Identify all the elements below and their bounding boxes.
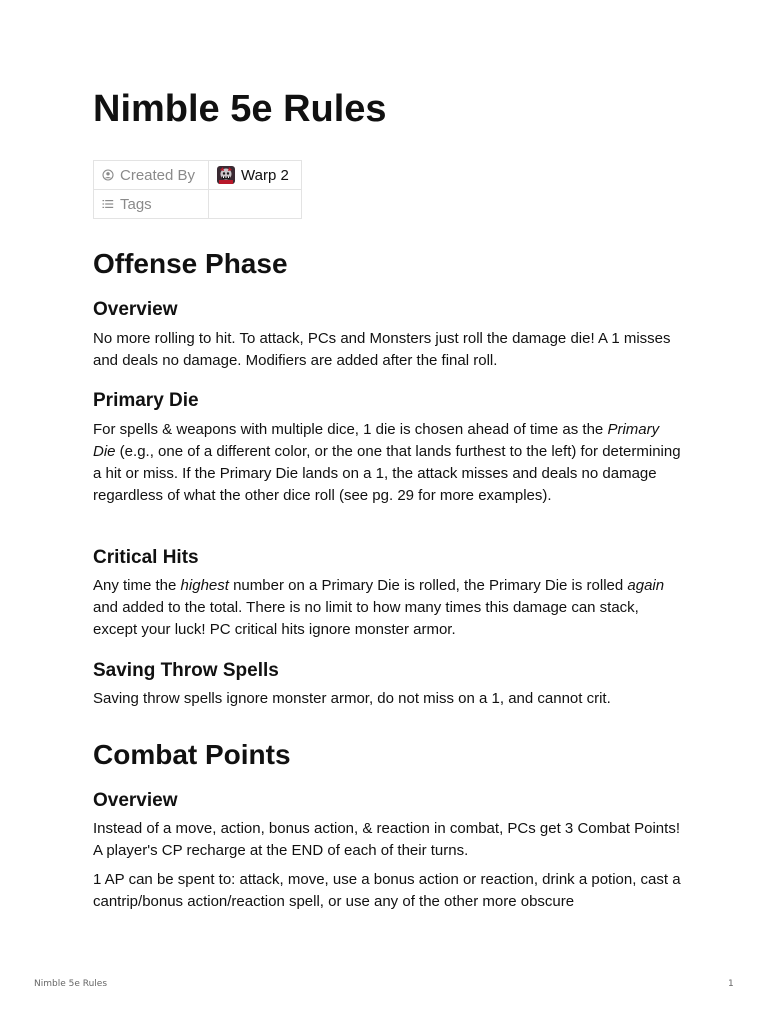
created-by-value-cell[interactable] — [209, 161, 302, 190]
primary-die-text — [93, 419, 683, 507]
property-row-tags — [94, 190, 302, 219]
created-by-label: Created By — [120, 166, 196, 184]
offense-overview-heading: Overview — [93, 299, 178, 320]
primary-die-text-part: (e.g., one of a different color, or the one that lands furthest to the left) for determining a hit or miss. If the Primary Die lands on a 1, the attack misses and deals no damage regardless of what the other dice roll (see pg. 29 for more examples). — [93, 443, 681, 504]
combat-points-heading: Combat Points — [93, 739, 291, 770]
offense-phase-heading: Offense Phase — [93, 248, 288, 279]
tags-label: Tags — [120, 195, 152, 213]
critical-hits-text-part: and added to the total. There is no limit to how many times this damage can stack, except your luck! PC critical hits ignore monster armor. — [93, 599, 639, 638]
property-row-created-by — [94, 161, 302, 190]
saving-throw-heading: Saving Throw Spells — [93, 660, 279, 681]
combat-overview-heading: Overview — [93, 790, 178, 811]
created-by-label-cell — [94, 161, 209, 190]
critical-hits-emphasis: again — [627, 577, 665, 594]
critical-hits-text-part: Any time the — [93, 577, 181, 594]
footer-page-number: 1 — [728, 979, 734, 989]
offense-overview-text: No more rolling to hit. To attack, PCs and Monsters just roll the damage die! A 1 misses and deals no damage. Modifiers are added after the final roll. — [93, 330, 671, 369]
footer-document-title: Nimble 5e Rules — [34, 979, 108, 989]
user-circle-icon — [102, 169, 114, 181]
primary-die-text-part: For spells & weapons with multiple dice, 1 die is chosen ahead of time as the — [93, 421, 608, 438]
combat-overview-text-1: Instead of a move, action, bonus action, & reaction in combat, PCs get 3 Combat Points! A player's CP recharge at the END of each of their turns. — [93, 820, 680, 859]
primary-die-emphasis: Primary Die — [93, 421, 660, 460]
user-avatar-icon[interactable] — [217, 166, 235, 184]
critical-hits-text-part: number on a Primary Die is rolled, the Primary Die is rolled — [228, 577, 628, 594]
page-title: Nimble 5e Rules — [93, 88, 387, 130]
critical-hits-text — [93, 575, 683, 641]
primary-die-heading: Primary Die — [93, 390, 199, 411]
critical-hits-heading: Critical Hits — [93, 547, 199, 568]
list-icon — [102, 198, 114, 210]
properties-table — [93, 160, 302, 219]
saving-throw-text: Saving throw spells ignore monster armor, do not miss on a 1, and cannot crit. — [93, 690, 611, 707]
combat-overview-text-2: 1 AP can be spent to: attack, move, use a bonus action or reaction, drink a potion, cast a cantrip/bonus action/reaction spell, or use any of the other more obscure — [93, 871, 681, 910]
tags-label-cell — [94, 190, 209, 219]
created-by-value[interactable]: Warp 2 — [241, 167, 289, 184]
tags-value-cell[interactable] — [209, 190, 302, 219]
critical-hits-emphasis: highest — [180, 577, 229, 594]
